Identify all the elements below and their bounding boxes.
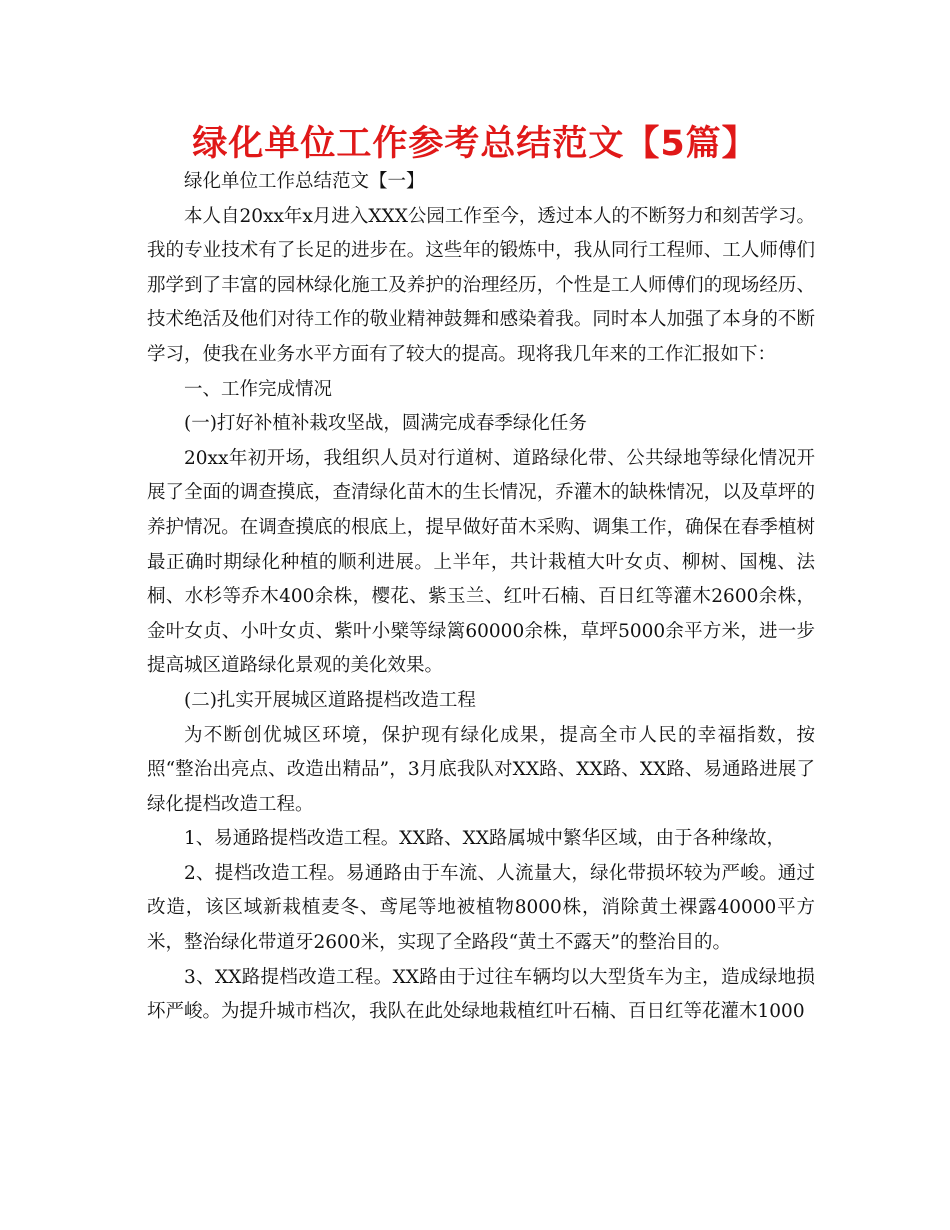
subsection-heading: 一、工作完成情况: [184, 378, 333, 400]
body-paragraph: 20xx年初开场，我组织人员对行道树、道路绿化带、公共绿地等绿化情况开展了全面的调查摸底，查清绿化苗木的生长情况，乔灌木的缺株情况，以及草坪的养护情况。在调查摸底的根底上，提早做好苗木采购、调集工作，确保在春季植树最正确时期绿化种植的顺利进展。上半年，共计栽植大叶女贞、柳树、国槐、法桐、水杉等乔木400余株，樱花、紫玉兰、红叶石楠、百日红等灌木2600余株，金叶女贞、小叶女贞、紫叶小檗等绿篱60000余株，草坪5000余平方米，进一步提高城区道路绿化景观的美化效果。: [147, 447, 815, 677]
document-body: [147, 165, 815, 1030]
list-item: 3、XX路提档改造工程。XX路由于过往车辆均以大型货车为主，造成绿地损坏严峻。为提升城市档次，我队在此处绿地栽植红叶石楠、百日红等花灌木1000: [147, 966, 815, 1023]
document-title: 绿化单位工作参考总结范文【5篇】: [192, 124, 758, 164]
list-item: 2、提档改造工程。易通路由于车流、人流量大，绿化带损坏较为严峻。通过改造，该区域新栽植麦冬、鸢尾等地被植物8000株，消除黄土裸露40000平方米，整治绿化带道牙2600米，实现了全路段“黄土不露天”的整治目的。: [147, 862, 815, 954]
section-heading: 绿化单位工作总结范文【一】: [184, 171, 425, 192]
subsection-heading: (一)打好补植补栽攻坚战，圆满完成春季绿化任务: [184, 413, 587, 435]
subsection-heading: (二)扎实开展城区道路提档改造工程: [184, 689, 476, 711]
body-paragraph: 本人自20xx年x月进入XXX公园工作至今，透过本人的不断努力和刻苦学习。我的专业技术有了长足的进步在。这些年的锻炼中，我从同行工程师、工人师傅们那学到了丰富的园林绿化施工及养护的治理经历，个性是工人师傅们的现场经历、技术绝活及他们对待工作的敬业精神鼓舞和感染着我。同时本人加强了本身的不断学习，使我在业务水平方面有了较大的提高。现将我几年来的工作汇报如下：: [147, 205, 815, 365]
list-item: 1、易通路提档改造工程。XX路、XX路属城中繁华区域，由于各种缘故，: [184, 828, 785, 850]
body-paragraph: 为不断创优城区环境，保护现有绿化成果，提高全市人民的幸福指数，按照“整治出亮点、改造出精品”，3月底我队对XX路、XX路、XX路、易通路进展了绿化提档改造工程。: [147, 724, 815, 815]
